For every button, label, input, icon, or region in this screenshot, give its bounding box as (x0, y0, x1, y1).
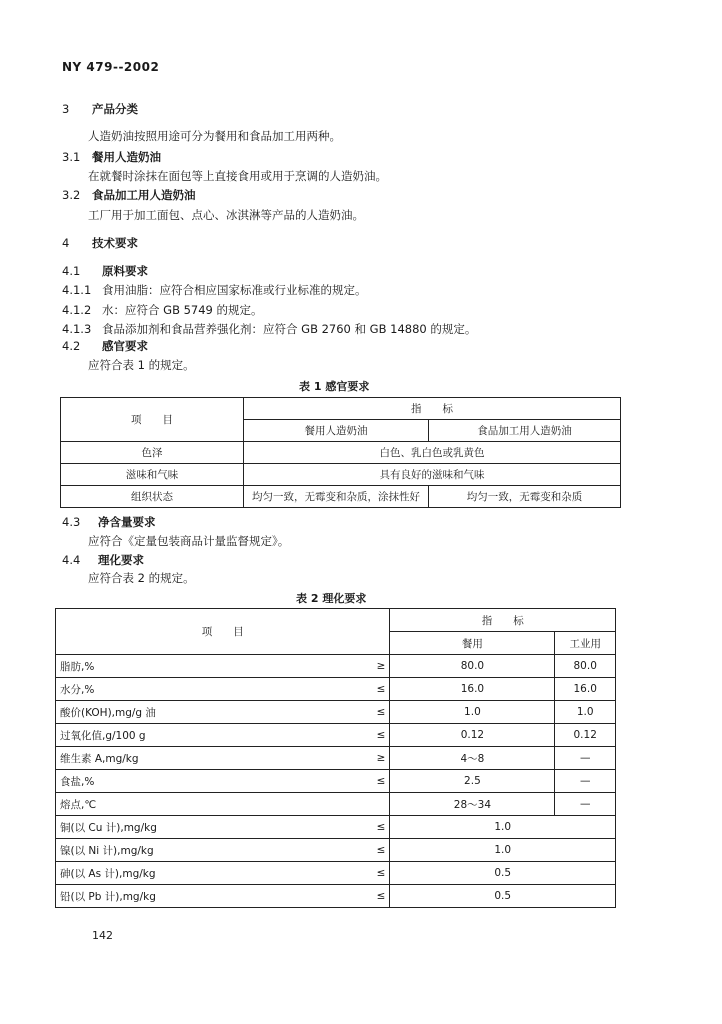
table-cell: 16.0 (555, 678, 616, 701)
section-number: 3.2 (62, 188, 81, 202)
table-cell: — (555, 770, 616, 793)
table-cell-symbol: ≤ (367, 770, 390, 793)
table-cell: — (555, 793, 616, 816)
section-title: 净含量要求 (98, 515, 156, 529)
section-3-heading (62, 101, 138, 117)
table-cell-symbol: ≤ (367, 862, 390, 885)
section-3-2-heading (62, 187, 196, 203)
section-4-3-heading (62, 514, 156, 530)
table-row (56, 839, 616, 862)
table-header-processing: 食品加工用人造奶油 (429, 420, 621, 442)
section-title: 感官要求 (102, 339, 148, 353)
table-cell: 0.5 (390, 862, 616, 885)
table-cell-symbol: ≤ (367, 701, 390, 724)
table-row (61, 486, 621, 508)
section-text: 水：应符合 GB 5749 的规定。 (102, 303, 263, 317)
table-cell-symbol: ≤ (367, 839, 390, 862)
table-header-dining: 餐用人造奶油 (244, 420, 429, 442)
section-title: 食品加工用人造奶油 (92, 188, 196, 202)
table-cell-symbol (367, 793, 390, 816)
table-cell-symbol: ≤ (367, 678, 390, 701)
page-number: 142 (92, 929, 113, 942)
section-4-4-text: 应符合表 2 的规定。 (88, 571, 195, 585)
table-cell: 过氧化值,g/100 g (56, 724, 368, 747)
table-cell: 脂肪,% (56, 655, 368, 678)
section-3-1-heading (62, 149, 161, 165)
section-4-1-1 (62, 282, 367, 298)
table-cell: 滋味和气味 (61, 464, 244, 486)
table-cell: 1.0 (390, 701, 555, 724)
table-cell: 0.5 (390, 885, 616, 908)
table-row (56, 724, 616, 747)
table-cell: 铜(以 Cu 计),mg/kg (56, 816, 368, 839)
table-2-caption: 表 2 理化要求 (296, 592, 367, 605)
table-cell: 熔点,℃ (56, 793, 368, 816)
section-4-2-text: 应符合表 1 的规定。 (88, 358, 195, 372)
table-2-physicochemical (55, 608, 616, 908)
table-cell: — (555, 747, 616, 770)
table-cell: 镍(以 Ni 计),mg/kg (56, 839, 368, 862)
table-cell: 16.0 (390, 678, 555, 701)
section-number: 4.1 (62, 264, 81, 278)
section-4-1-2 (62, 302, 263, 318)
table-cell: 维生素 A,mg/kg (56, 747, 368, 770)
table-1-caption: 表 1 感官要求 (299, 380, 370, 393)
section-3-1-text: 在就餐时涂抹在面包等上直接食用或用于烹调的人造奶油。 (88, 169, 387, 183)
table-row (61, 464, 621, 486)
section-4-heading (62, 235, 138, 251)
table-cell: 铅(以 Pb 计),mg/kg (56, 885, 368, 908)
table-row (56, 816, 616, 839)
section-number: 4.1.1 (62, 283, 92, 297)
table-header-industrial: 工业用 (555, 632, 616, 655)
section-4-4-heading (62, 552, 144, 568)
table-row (56, 701, 616, 724)
section-4-1-heading (62, 263, 148, 279)
table-cell: 组织状态 (61, 486, 244, 508)
table-cell-symbol: ≤ (367, 724, 390, 747)
table-row (56, 678, 616, 701)
section-title: 理化要求 (98, 553, 144, 567)
table-cell: 2.5 (390, 770, 555, 793)
table-cell: 酸价(KOH),mg/g 油 (56, 701, 368, 724)
table-header-item: 项 目 (56, 609, 390, 655)
table-header-item: 项 目 (61, 398, 244, 442)
table-cell: 0.12 (390, 724, 555, 747)
table-cell: 28～34 (390, 793, 555, 816)
table-cell: 色泽 (61, 442, 244, 464)
section-number: 4.2 (62, 339, 81, 353)
section-4-2-heading (62, 338, 148, 354)
table-cell-symbol: ≤ (367, 816, 390, 839)
table-cell: 均匀一致，无霉变和杂质，涂抹性好 (244, 486, 429, 508)
table-1-sensory (60, 397, 621, 508)
section-title: 原料要求 (102, 264, 148, 278)
table-row (56, 747, 616, 770)
section-title: 产品分类 (92, 102, 138, 116)
table-row (56, 885, 616, 908)
table-row (56, 770, 616, 793)
section-number: 4.4 (62, 553, 81, 567)
section-number: 3.1 (62, 150, 81, 164)
section-3-intro: 人造奶油按照用途可分为餐用和食品加工用两种。 (88, 129, 341, 143)
section-4-3-text: 应符合《定量包装商品计量监督规定》。 (88, 534, 290, 548)
section-title: 技术要求 (92, 236, 138, 250)
section-4-1-3 (62, 321, 476, 337)
table-cell: 80.0 (555, 655, 616, 678)
table-cell: 均匀一致，无霉变和杂质 (429, 486, 621, 508)
table-cell: 1.0 (390, 839, 616, 862)
table-cell: 4～8 (390, 747, 555, 770)
section-number: 3 (62, 102, 70, 116)
table-header-index: 指 标 (390, 609, 616, 632)
table-cell-symbol: ≥ (367, 655, 390, 678)
table-cell: 80.0 (390, 655, 555, 678)
table-cell: 白色、乳白色或乳黄色 (244, 442, 621, 464)
section-text: 食用油脂：应符合相应国家标准或行业标准的规定。 (102, 283, 367, 297)
section-text: 食品添加剂和食品营养强化剂：应符合 GB 2760 和 GB 14880 的规定。 (102, 322, 477, 336)
section-number: 4 (62, 236, 70, 250)
table-header-dining: 餐用 (390, 632, 555, 655)
table-cell: 砷(以 As 计),mg/kg (56, 862, 368, 885)
table-cell: 1.0 (390, 816, 616, 839)
table-cell: 1.0 (555, 701, 616, 724)
table-header-index: 指 标 (244, 398, 621, 420)
table-row (56, 862, 616, 885)
section-number: 4.1.3 (62, 322, 92, 336)
section-number: 4.3 (62, 515, 81, 529)
section-number: 4.1.2 (62, 303, 92, 317)
table-row (56, 655, 616, 678)
table-row (61, 442, 621, 464)
section-3-2-text: 工厂用于加工面包、点心、冰淇淋等产品的人造奶油。 (88, 208, 364, 222)
table-row (56, 793, 616, 816)
table-cell: 具有良好的滋味和气味 (244, 464, 621, 486)
table-cell-symbol: ≤ (367, 885, 390, 908)
table-cell: 0.12 (555, 724, 616, 747)
table-cell: 食盐,% (56, 770, 368, 793)
table-cell: 水分,% (56, 678, 368, 701)
standard-code: NY 479--2002 (62, 60, 160, 74)
section-title: 餐用人造奶油 (92, 150, 161, 164)
table-cell-symbol: ≥ (367, 747, 390, 770)
